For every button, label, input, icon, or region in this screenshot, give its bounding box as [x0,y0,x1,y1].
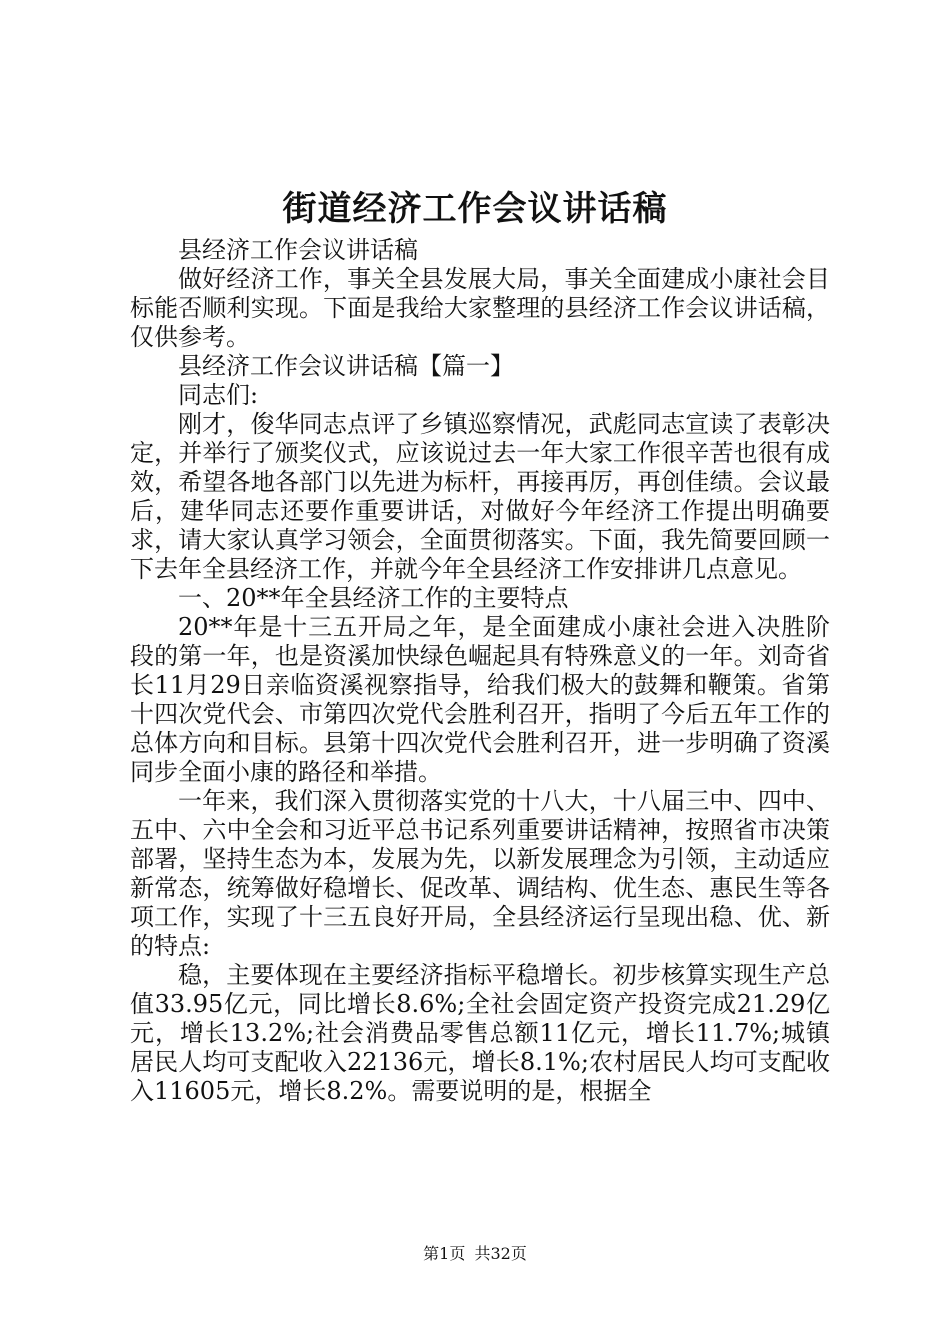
paragraph: 刚才，俊华同志点评了乡镇巡察情况，武彪同志宣读了表彰决定，并举行了颁奖仪式，应该说过去一年大家工作很辛苦也很有成效，希望各地各部门以先进为标杆，再接再厉，再创佳绩。会议最后，建华同志还要作重要讲话，对做好今年经济工作提出明确要求，请大家认真学习领会，全面贯彻落实。下面，我先简要回顾一下去年全县经济工作，并就今年全县经济工作安排讲几点意见。 [130,410,830,583]
page-footer [0,1243,950,1265]
paragraph: 同志们: [178,381,259,409]
document-body [130,236,830,1106]
page-number: 第1页 [423,1244,466,1263]
paragraph: 一年来，我们深入贯彻落实党的十八大，十八届三中、四中、五中、六中全会和习近平总书记系列重要讲话精神，按照省市决策部署，坚持生态为本，发展为先，以新发展理念为引领，主动适应新常态，统筹做好稳增长、促改革、调结构、优生态、惠民生等各项工作，实现了十三五良好开局，全县经济运行呈现出稳、优、新的特点: [130,787,830,960]
paragraph: 20**年是十三五开局之年，是全面建成小康社会进入决胜阶段的第一年，也是资溪加快绿色崛起具有特殊意义的一年。刘奇省长11月29日亲临资溪视察指导，给我们极大的鼓舞和鞭策。省第十四次党代会、市第四次党代会胜利召开，指明了今后五年工作的总体方向和目标。县第十四次党代会胜利召开，进一步明确了资溪同步全面小康的路径和举措。 [130,613,830,786]
paragraph: 做好经济工作，事关全县发展大局，事关全面建成小康社会目标能否顺利实现。下面是我给大家整理的县经济工作会议讲话稿，仅供参考。 [130,265,830,351]
paragraph: 县经济工作会议讲话稿【篇一】 [178,352,514,380]
paragraph: 稳，主要体现在主要经济指标平稳增长。初步核算实现生产总值33.95亿元，同比增长8.6%;全社会固定资产投资完成21.29亿元，增长13.2%;社会消费品零售总额11亿元，增长11.7%;城镇居民人均可支配收入22136元，增长8.1%;农村居民人均可支配收入11605元，增长8.2%。需要说明的是，根据全 [130,961,830,1105]
page-total: 共32页 [474,1244,527,1263]
paragraph: 县经济工作会议讲话稿 [178,236,418,264]
section-heading: 一、20**年全县经济工作的主要特点 [178,584,569,612]
document-title: 街道经济工作会议讲话稿 [282,189,668,229]
